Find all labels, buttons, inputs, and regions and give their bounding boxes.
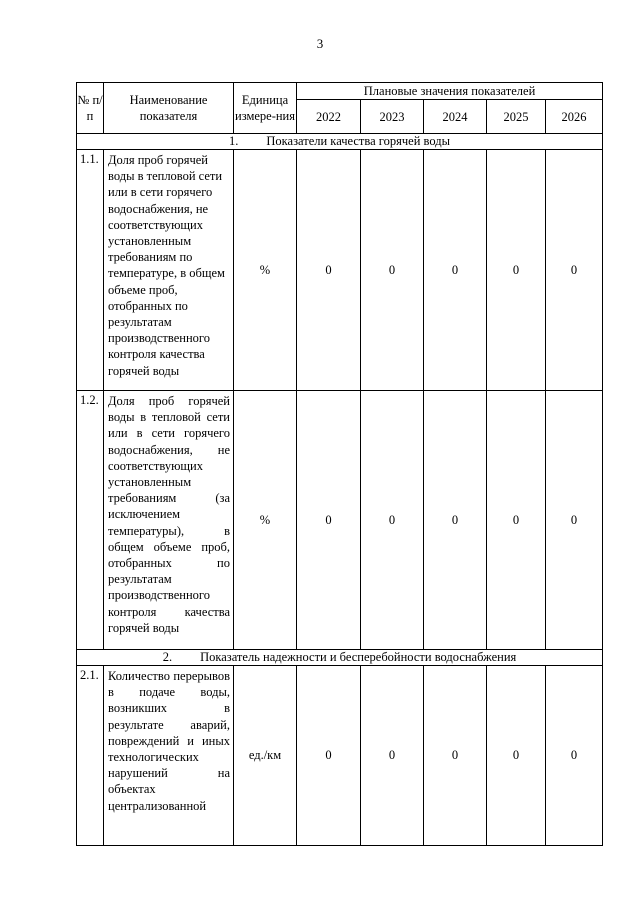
value-cell: 0 [546, 666, 603, 846]
value-cell: 0 [487, 150, 546, 391]
row-number: 1.1. [77, 150, 104, 391]
header-year: 2022 [297, 100, 361, 134]
page-number: 3 [316, 36, 324, 51]
section-heading [77, 650, 603, 666]
value-cell: 0 [424, 150, 487, 391]
header-planned: Плановые значения показателей [297, 83, 603, 100]
value-cell: 0 [297, 666, 361, 846]
value-cell: 0 [487, 666, 546, 846]
table-row [77, 150, 603, 391]
value-cell: 0 [361, 391, 424, 650]
section-heading [77, 134, 603, 150]
table-row [77, 666, 603, 846]
header-num: № п/п [77, 83, 104, 134]
value-cell: 0 [546, 391, 603, 650]
header-year: 2026 [546, 100, 603, 134]
value-cell: 0 [487, 391, 546, 650]
row-number: 2.1. [77, 666, 104, 846]
indicator-name: Доля проб горячей воды в тепловой сети или в сети горячего водоснабжения, не соответствующих установленным требованиям по температуре, в общем объеме проб, отобранных по результатам производственного контроля качества горячей воды [104, 150, 234, 391]
header-year: 2024 [424, 100, 487, 134]
value-cell: 0 [361, 150, 424, 391]
table-row [77, 391, 603, 650]
unit-cell: % [234, 391, 297, 650]
value-cell: 0 [424, 666, 487, 846]
indicator-name: Доля проб горячей воды в тепловой сети или в сети горячего водоснабжения, не соответствующих установленным требованиям (за исключением температуры), в общем объеме проб, отобранных по результатам производственного контроля качества горячей воды [104, 391, 234, 650]
section-title: Показатель надежности и бесперебойности водоснабжения [200, 650, 517, 664]
unit-cell: ед./км [234, 666, 297, 846]
header-year: 2025 [487, 100, 546, 134]
header-name: Наименование показателя [104, 83, 234, 134]
section-title: Показатели качества горячей воды [266, 134, 450, 148]
header-unit: Единица измере-ния [234, 83, 297, 134]
value-cell: 0 [297, 150, 361, 391]
header-year: 2023 [361, 100, 424, 134]
section-number: 1. [229, 134, 239, 148]
section-number: 2. [162, 650, 173, 664]
value-cell: 0 [297, 391, 361, 650]
unit-cell: % [234, 150, 297, 391]
value-cell: 0 [546, 150, 603, 391]
value-cell: 0 [361, 666, 424, 846]
indicator-name: Количество перерывов в подаче воды, возникших в результате аварий, повреждений и иных технологических нарушений на объектах централизованной [104, 666, 234, 846]
indicators-table [76, 82, 603, 846]
row-number: 1.2. [77, 391, 104, 650]
value-cell: 0 [424, 391, 487, 650]
